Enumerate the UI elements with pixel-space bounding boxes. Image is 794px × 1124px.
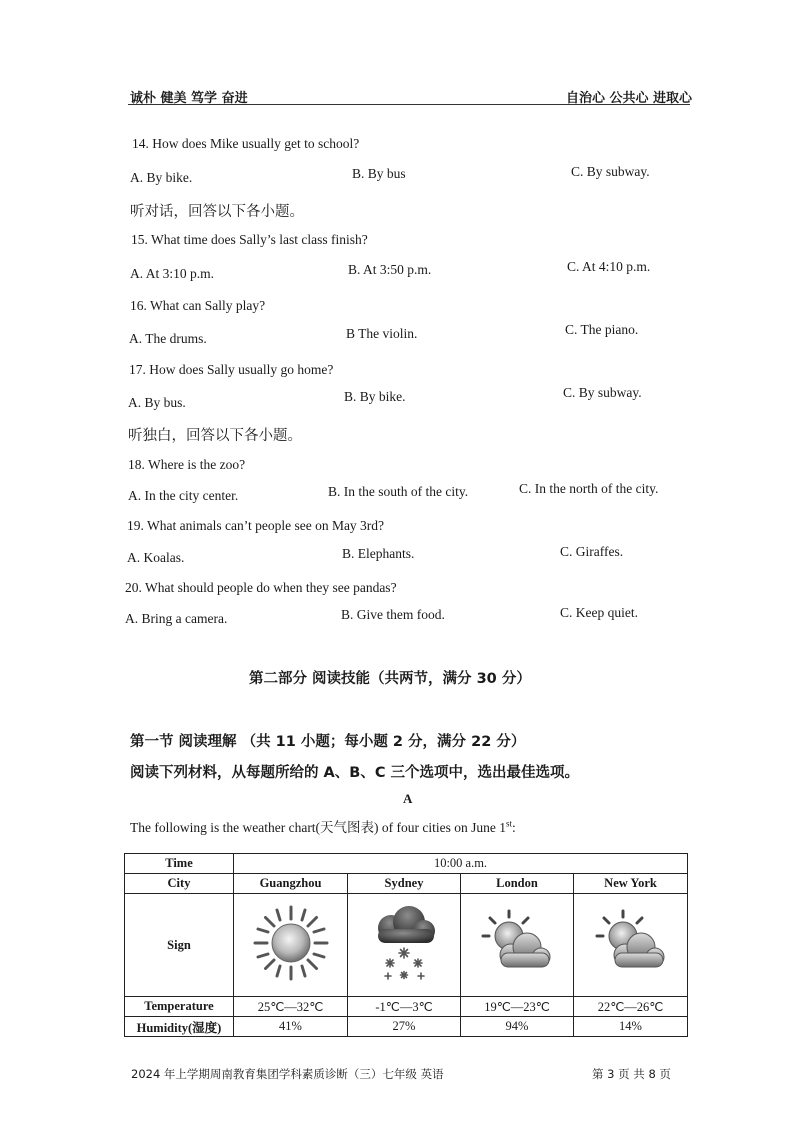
header-values: 自治心 公共心 进取心 [566,91,693,106]
header-divider [128,104,690,105]
temperature-value: 19℃—23℃ [461,997,574,1017]
option-c: C. By subway. [571,164,650,179]
passage-intro-superscript: st [506,818,513,829]
option-a: A. By bike. [130,170,193,185]
humidity-value: 27% [348,1017,461,1037]
sunny-icon [251,903,331,983]
option-c: C. The piano. [565,322,639,337]
question-17: 17. How does Sally usually go home? [129,362,334,377]
question-14: 14. How does Mike usually get to school? [132,136,360,151]
temperature-value: 25℃—32℃ [234,997,348,1017]
humidity-value: 14% [574,1017,688,1037]
option-a: A. At 3:10 p.m. [130,266,215,281]
time-label: Time [125,854,234,874]
option-c: C. In the north of the city. [519,481,659,496]
city-label: City [125,874,234,894]
humidity-value: 41% [234,1017,348,1037]
option-c: C. At 4:10 p.m. [567,259,651,274]
temperature-value: 22℃—26℃ [574,997,688,1017]
city-name: Guangzhou [234,874,348,894]
monologue-instruction: 听独白，回答以下各小题。 [128,428,302,444]
time-value: 10:00 a.m. [234,854,688,874]
option-b: B. Elephants. [342,546,415,561]
option-c: C. Keep quiet. [560,605,638,620]
option-b: B The violin. [346,326,418,341]
option-b: B. At 3:50 p.m. [348,262,432,277]
table-row [125,997,688,1017]
option-c: C. Giraffes. [560,544,624,559]
sign-cell [574,894,688,997]
passage-label: A [403,791,413,806]
table-row [125,894,688,997]
question-20: 20. What should people do when they see pandas? [125,580,397,595]
part-title: 第二部分 阅读技能（共两节，满分 30 分） [249,671,531,687]
city-name: Sydney [348,874,461,894]
section-title: 第一节 阅读理解 （共 11 小题；每小题 2 分，满分 22 分） [130,734,526,750]
question-18: 18. Where is the zoo? [128,457,246,472]
option-a: A. Bring a camera. [125,611,228,626]
city-name: London [461,874,574,894]
humidity-value: 94% [461,1017,574,1037]
dialogue-instruction: 听对话，回答以下各小题。 [130,204,304,220]
option-b: B. By bus [352,166,406,181]
table-row [125,854,688,874]
footer-page-number: 第 3 页 共 8 页 [592,1067,671,1081]
passage-intro-end: : [512,820,516,835]
city-name: New York [574,874,688,894]
header-motto: 诚朴 健美 笃学 奋进 [130,91,248,106]
option-a: A. The drums. [129,331,207,346]
temperature-value: -1℃—3℃ [348,997,461,1017]
sign-cell [461,894,574,997]
option-c: C. By subway. [563,385,642,400]
reading-directions: 阅读下列材料，从每题所给的 A、B、C 三个选项中，选出最佳选项。 [130,765,580,781]
table-row [125,874,688,894]
question-19: 19. What animals can’t people see on May 3rd? [127,518,385,533]
option-b: B. Give them food. [341,607,445,622]
sign-cell [234,894,348,997]
option-a: A. In the city center. [128,488,239,503]
sign-cell [348,894,461,997]
question-16: 16. What can Sally play? [130,298,266,313]
sign-label: Sign [125,894,234,997]
passage-intro-text: The following is the weather chart(天气图表) of four cities on June 1 [130,820,507,835]
temperature-label: Temperature [125,997,234,1017]
option-b: B. By bike. [344,389,406,404]
weather-chart-table [124,853,688,1037]
option-a: A. Koalas. [127,550,185,565]
passage-intro [130,816,516,836]
partly-cloudy-icon [591,903,671,983]
humidity-label: Humidity(湿度) [125,1017,234,1037]
table-row [125,1017,688,1037]
question-15: 15. What time does Sally’s last class finish? [131,232,368,247]
option-a: A. By bus. [128,395,186,410]
partly-cloudy-icon [477,903,557,983]
footer-exam-title: 2024 年上学期周南教育集团学科素质诊断（三）七年级 英语 [131,1067,444,1081]
option-b: B. In the south of the city. [328,484,469,499]
snow-icon [364,903,444,983]
